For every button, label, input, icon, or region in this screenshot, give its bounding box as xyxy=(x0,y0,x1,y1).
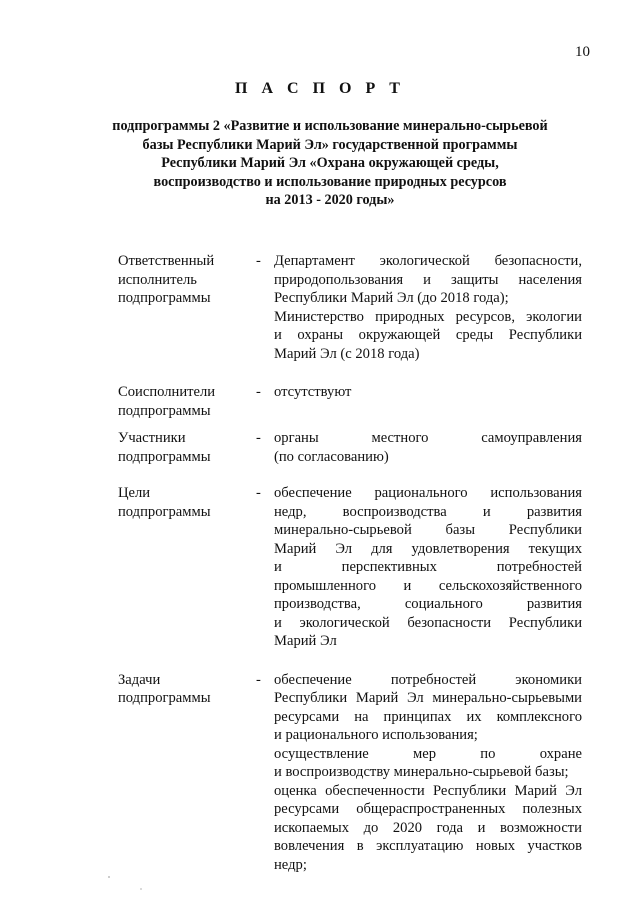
row-label xyxy=(118,383,248,420)
row-dash: - xyxy=(256,671,261,688)
passport-row-participants xyxy=(0,429,640,466)
passport-row-goals xyxy=(0,484,640,651)
row-label xyxy=(118,484,248,521)
value-line: осуществление мер по охране xyxy=(274,745,582,762)
value-line: природопользования и защиты населения xyxy=(274,271,582,288)
value-line: и рационального использования; xyxy=(274,727,478,743)
row-dash: - xyxy=(256,253,261,269)
row-label xyxy=(118,429,248,466)
row-dash: - xyxy=(256,384,261,400)
row-label xyxy=(118,252,248,308)
value-line: вовлечения в эксплуатацию новых участков xyxy=(274,838,582,854)
row-value xyxy=(274,383,582,420)
subtitle-line: Республики Марий Эл «Охрана окружающей среды, xyxy=(161,155,499,171)
page-number: 10 xyxy=(575,44,590,60)
value-line: и перспективных потребностей xyxy=(274,559,582,575)
document-subtitle xyxy=(100,117,560,210)
row-value xyxy=(274,252,582,363)
value-line: органы местного самоуправления xyxy=(274,430,582,446)
value-line: отсутствуют xyxy=(274,384,352,400)
label-line: подпрограммы xyxy=(118,402,211,419)
label-line: исполнитель xyxy=(118,271,197,288)
subtitle-line: подпрограммы 2 «Развитие и использование минерально-сырьевой xyxy=(112,118,548,134)
passport-table xyxy=(0,252,640,874)
value-line: недр, воспроизводства и развития xyxy=(274,503,582,520)
row-label xyxy=(118,671,248,708)
value-line: промышленного и сельскохозяйственного xyxy=(274,577,582,594)
value-line: минерально-сырьевой базы Республики xyxy=(274,522,582,538)
value-line: недр; xyxy=(274,856,307,873)
label-line: Участники xyxy=(118,430,186,446)
row-value xyxy=(274,429,582,466)
subtitle-line: на 2013 - 2020 годы» xyxy=(265,192,395,208)
value-line: (по согласованию) xyxy=(274,448,389,465)
label-line: подпрограммы xyxy=(118,448,211,465)
value-line: оценка обеспеченности Республики Марий Эл xyxy=(274,782,582,799)
passport-row-responsible xyxy=(0,252,640,363)
row-dash: - xyxy=(256,485,261,501)
row-dash: - xyxy=(256,430,261,446)
label-line: Цели xyxy=(118,485,151,501)
scan-speck xyxy=(140,888,142,890)
subtitle-line: базы Республики Марий Эл» государственной программы xyxy=(142,136,518,153)
row-value xyxy=(274,484,582,651)
label-line: подпрограммы xyxy=(118,503,211,520)
value-line: обеспечение рационального использования xyxy=(274,485,582,501)
value-line: и экологической безопасности Республики xyxy=(274,614,582,631)
value-line: ископаемых до 2020 года и возможности xyxy=(274,819,582,836)
value-line: Республики Марий Эл минерально-сырьевыми xyxy=(274,690,582,706)
value-line: Министерство природных ресурсов, экологии xyxy=(274,308,582,325)
value-line: Марий Эл для удовлетворения текущих xyxy=(274,540,582,557)
value-line: Марий Эл xyxy=(274,633,337,649)
subtitle-line: воспроизводство и использование природных ресурсов xyxy=(153,173,507,190)
label-line: Задачи xyxy=(118,671,161,688)
passport-row-tasks xyxy=(0,671,640,875)
label-line: Ответственный xyxy=(118,253,215,269)
value-line: и охраны окружающей среды Республики xyxy=(274,327,582,343)
passport-row-coexecutors xyxy=(0,383,640,420)
value-line: ресурсами общераспространенных полезных xyxy=(274,801,582,817)
value-line-spacer xyxy=(274,402,582,421)
document-title: П А С П О Р Т xyxy=(235,80,405,97)
value-line: Департамент экологической безопасности, xyxy=(274,253,582,269)
label-line: подпрограммы xyxy=(118,290,211,306)
label-line: подпрограммы xyxy=(118,690,211,706)
value-line: Марий Эл (с 2018 года) xyxy=(274,345,420,362)
row-value xyxy=(274,671,582,875)
value-line: ресурсами на принципах их комплексного xyxy=(274,708,582,725)
value-line: Республики Марий Эл (до 2018 года); xyxy=(274,290,509,306)
label-line: Соисполнители xyxy=(118,384,216,400)
value-line: производства, социального развития xyxy=(274,596,582,612)
value-line: и воспроизводству минерально-сырьевой базы; xyxy=(274,764,569,780)
scan-speck xyxy=(108,876,110,878)
value-line: обеспечение потребностей экономики xyxy=(274,671,582,688)
